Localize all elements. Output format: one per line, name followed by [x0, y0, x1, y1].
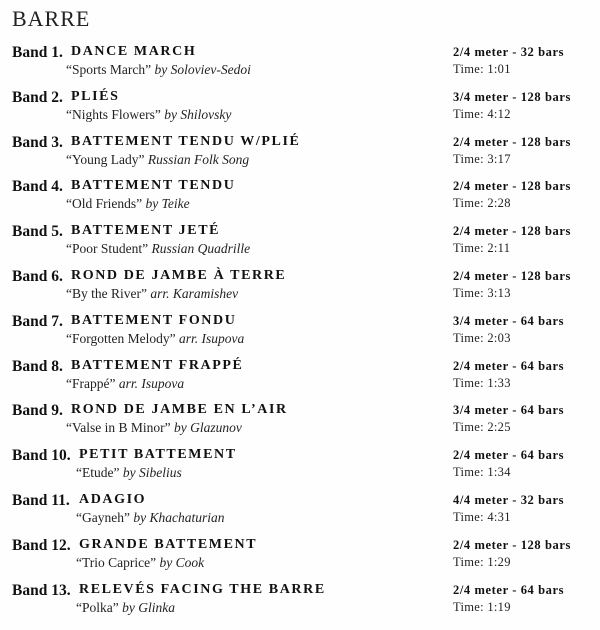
- composer-credit: arr. Isupova: [178, 330, 245, 346]
- piece-title: “Old Friends”: [66, 196, 143, 212]
- band-title: PETIT BATTEMENT: [79, 447, 237, 463]
- band-number: Band 3.: [12, 133, 63, 151]
- band-title: BATTEMENT FRAPPÉ: [71, 357, 244, 373]
- band-title: BATTEMENT FONDU: [71, 312, 237, 328]
- band-entry-8: [0, 355, 600, 400]
- band-title: BATTEMENT JETÉ: [71, 223, 221, 239]
- piece-title: “Polka”: [76, 599, 119, 615]
- duration: Time: 2:11: [453, 241, 511, 256]
- band-list: [0, 41, 600, 623]
- piece-title: “Young Lady”: [66, 151, 145, 167]
- band-title: ROND DE JAMBE À TERRE: [71, 267, 287, 283]
- section-heading: BARRE: [12, 6, 91, 31]
- band-number: Band 12.: [12, 536, 71, 554]
- meter-info: 2/4 meter - 128 bars: [453, 268, 571, 283]
- band-number: Band 11.: [12, 491, 70, 509]
- band-title: DANCE MARCH: [71, 44, 197, 59]
- meter-info: 2/4 meter - 64 bars: [453, 582, 565, 597]
- band-title: BATTEMENT TENDU W/PLIÉ: [71, 133, 301, 149]
- band-entry-11: [0, 489, 600, 534]
- band-piece-credit: [66, 196, 190, 212]
- duration: Time: 3:13: [453, 285, 511, 300]
- band-entry-9: [0, 399, 600, 444]
- duration: Time: 1:19: [453, 599, 511, 614]
- band-entry-7: [0, 310, 600, 355]
- meter-info: 2/4 meter - 128 bars: [453, 134, 571, 149]
- duration: Time: 2:25: [453, 420, 511, 435]
- piece-title: “Poor Student”: [66, 241, 149, 257]
- meter-info: 2/4 meter - 128 bars: [453, 224, 571, 239]
- composer-credit: by Khachaturian: [133, 509, 225, 525]
- duration: Time: 2:28: [453, 196, 511, 211]
- band-piece-credit: [76, 465, 182, 481]
- meter-info: 3/4 meter - 128 bars: [453, 89, 571, 104]
- piece-title: “Etude”: [76, 465, 120, 481]
- composer-credit: by Glazunov: [173, 420, 242, 436]
- band-number: Band 2.: [12, 88, 63, 106]
- composer-credit: arr. Isupova: [118, 375, 185, 391]
- band-piece-credit: [76, 600, 175, 616]
- band-number: Band 1.: [12, 44, 63, 61]
- duration: Time: 1:34: [453, 465, 511, 480]
- band-number: Band 13.: [12, 581, 71, 599]
- band-number: Band 9.: [12, 402, 63, 420]
- band-title: ROND DE JAMBE EN L’AIR: [71, 402, 288, 418]
- piece-title: “By the River”: [66, 285, 147, 301]
- composer-credit: Russian Quadrille: [151, 241, 251, 257]
- composer-credit: by Soloviev-Sedoi: [154, 62, 251, 77]
- meter-info: 2/4 meter - 64 bars: [453, 358, 565, 373]
- duration: Time: 1:33: [453, 375, 511, 390]
- piece-title: “Frappé”: [66, 375, 116, 391]
- band-title: ADAGIO: [79, 491, 147, 507]
- band-piece-credit: [76, 510, 224, 526]
- piece-title: “Trio Caprice”: [76, 554, 157, 570]
- band-piece-credit: [66, 241, 250, 257]
- band-entry-4: [0, 175, 600, 220]
- composer-credit: by Cook: [159, 554, 205, 570]
- band-number: Band 6.: [12, 267, 63, 285]
- band-entry-13: [0, 579, 600, 624]
- band-piece-credit: [66, 286, 238, 302]
- duration: Time: 2:03: [453, 330, 511, 345]
- band-entry-6: [0, 265, 600, 310]
- band-piece-credit: [66, 107, 231, 123]
- duration: Time: 4:31: [453, 509, 511, 524]
- band-entry-5: [0, 220, 600, 265]
- meter-info: 3/4 meter - 64 bars: [453, 403, 565, 418]
- piece-title: “Forgotten Melody”: [66, 330, 176, 346]
- band-title: BATTEMENT TENDU: [71, 178, 236, 194]
- band-entry-12: [0, 534, 600, 579]
- band-entry-1: [0, 41, 600, 86]
- band-piece-credit: [76, 555, 204, 571]
- composer-credit: by Glinka: [122, 599, 175, 615]
- composer-credit: by Shilovsky: [164, 106, 232, 122]
- band-piece-credit: [66, 152, 249, 168]
- meter-info: 3/4 meter - 64 bars: [453, 313, 565, 328]
- composer-credit: Russian Folk Song: [147, 151, 250, 167]
- meter-info: 2/4 meter - 32 bars: [453, 45, 565, 59]
- composer-credit: arr. Karamishev: [150, 285, 239, 301]
- band-number: Band 10.: [12, 447, 71, 465]
- meter-info: 2/4 meter - 128 bars: [453, 537, 571, 552]
- band-piece-credit: [66, 62, 251, 78]
- piece-title: “Nights Flowers”: [66, 106, 161, 122]
- duration: Time: 1:01: [453, 62, 511, 76]
- band-piece-credit: [66, 420, 242, 436]
- meter-info: 2/4 meter - 64 bars: [453, 448, 565, 463]
- band-piece-credit: [66, 376, 184, 392]
- duration: Time: 3:17: [453, 151, 511, 166]
- band-title: RELEVÉS FACING THE BARRE: [79, 581, 326, 597]
- band-number: Band 7.: [12, 312, 63, 330]
- band-title: GRANDE BATTEMENT: [79, 536, 258, 552]
- band-piece-credit: [66, 331, 244, 347]
- meter-info: 4/4 meter - 32 bars: [453, 492, 565, 507]
- band-number: Band 5.: [12, 223, 63, 241]
- piece-title: “Sports March”: [66, 62, 152, 77]
- band-number: Band 4.: [12, 178, 63, 196]
- composer-credit: by Teike: [145, 196, 190, 212]
- band-title: PLIÉS: [71, 88, 120, 104]
- band-number: Band 8.: [12, 357, 63, 375]
- piece-title: “Gayneh”: [76, 509, 130, 525]
- composer-credit: by Sibelius: [122, 465, 182, 481]
- band-entry-10: [0, 444, 600, 489]
- duration: Time: 1:29: [453, 554, 511, 569]
- band-entry-2: [0, 86, 600, 131]
- meter-info: 2/4 meter - 128 bars: [453, 179, 571, 194]
- band-entry-3: [0, 131, 600, 176]
- piece-title: “Valse in B Minor”: [66, 420, 171, 436]
- duration: Time: 4:12: [453, 106, 511, 121]
